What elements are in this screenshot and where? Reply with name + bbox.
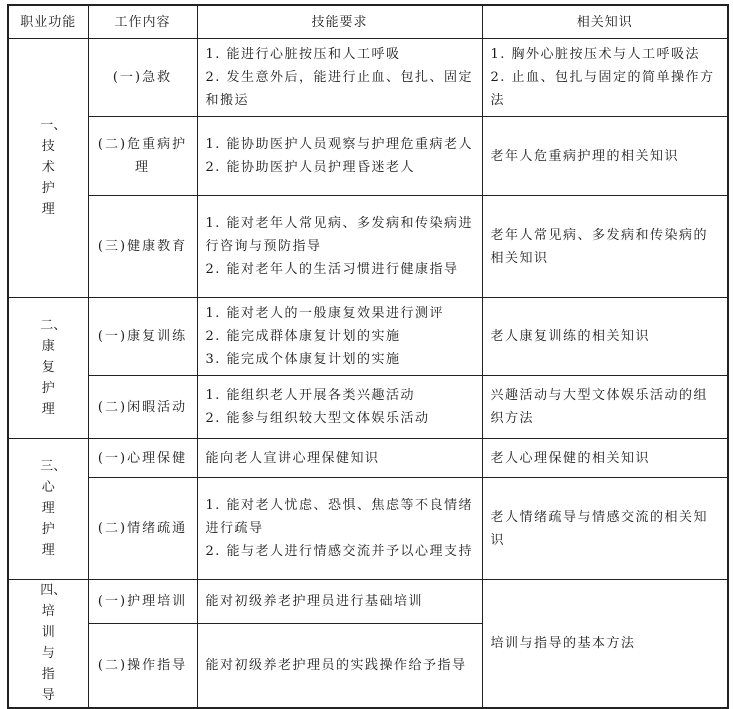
skill-line: 2. 能完成群体康复计划的实施: [205, 329, 401, 344]
function-label: 二、康复护理: [40, 318, 67, 417]
table-row: [8, 298, 728, 376]
skills-cell: [197, 298, 482, 376]
skill-line: 1. 能对老年人常见病、多发病和传染病进行咨询与预防指导: [205, 216, 474, 254]
content-cell: (一)康复训练: [88, 298, 197, 376]
content-cell: (二)操作指导: [88, 623, 197, 708]
skill-line: 能对初级养老护理员的实践操作给予指导: [205, 657, 467, 673]
knowledge-cell: [482, 439, 728, 478]
skills-cell: [197, 376, 482, 439]
knowledge-line: 老人康复训练的相关知识: [490, 329, 651, 344]
skill-line: 2. 能协助医护人员护理昏迷老人: [205, 160, 416, 175]
skill-line: 1. 能协助医护人员观察与护理危重病老人: [205, 137, 474, 152]
function-cell-1: [8, 39, 88, 298]
function-cell-2: [8, 298, 88, 439]
table-row: [8, 117, 728, 196]
skill-line: 能对初级养老护理员进行基础培训: [205, 593, 424, 609]
knowledge-cell: [482, 39, 728, 117]
function-label: 四、培训与指导: [40, 583, 67, 703]
skill-line: 3. 能完成个体康复计划的实施: [205, 352, 401, 367]
skills-cell: [197, 623, 482, 708]
knowledge-cell: [482, 580, 728, 709]
function-cell-3: [8, 439, 88, 580]
skill-line: 1. 能对老人的一般康复效果进行测评: [205, 306, 445, 321]
table-row: [8, 39, 728, 117]
content-cell: (二)情绪疏通: [88, 478, 197, 580]
knowledge-cell: [482, 196, 728, 298]
knowledge-line: 老年人常见病、多发病和传染病的相关知识: [490, 227, 709, 266]
knowledge-line: 1. 胸外心脏按压术与人工呼吸法: [490, 47, 701, 62]
table-row: [8, 478, 728, 580]
skill-line: 2. 发生意外后，能进行止血、包扎、固定和搬运: [205, 70, 474, 108]
content-cell: (一)心理保健: [88, 439, 197, 478]
skill-line: 1. 能进行心脏按压和人工呼吸: [205, 47, 401, 62]
knowledge-cell: [482, 376, 728, 439]
function-label: 三、心理护理: [40, 459, 67, 558]
header-function: 职业功能: [8, 5, 88, 39]
header-content: 工作内容: [88, 5, 197, 39]
knowledge-line: 兴趣活动与大型文体娱乐活动的组织方法: [490, 388, 709, 426]
knowledge-line: 老人情绪疏导与情感交流的相关知识: [490, 509, 709, 548]
table-row: [8, 196, 728, 298]
content-cell: (一)护理培训: [88, 580, 197, 624]
content-cell: (三)健康教育: [88, 196, 197, 298]
skill-line: 能向老人宣讲心理保健知识: [205, 450, 380, 466]
table-row: [8, 376, 728, 439]
skills-cell: [197, 117, 482, 196]
content-cell: (二)危重病护理: [88, 117, 197, 196]
skills-cell: [197, 196, 482, 298]
table-row: [8, 580, 728, 624]
function-cell-4: [8, 580, 88, 709]
skill-line: 2. 能参与组织较大型文体娱乐活动: [205, 411, 430, 426]
knowledge-line: 老人心理保健的相关知识: [490, 450, 651, 466]
skill-line: 2. 能对老年人的生活习惯进行健康指导: [205, 262, 459, 277]
header-knowledge: 相关知识: [482, 5, 728, 39]
skill-line: 1. 能组织老人开展各类兴趣活动: [205, 388, 416, 403]
header-skills: 技能要求: [197, 5, 482, 39]
skills-cell: [197, 478, 482, 580]
knowledge-line: 培训与指导的基本方法: [490, 636, 636, 651]
knowledge-cell: [482, 298, 728, 376]
function-label: 一、技术护理: [40, 118, 67, 217]
header-row: [8, 5, 728, 39]
knowledge-cell: [482, 117, 728, 196]
skills-cell: [197, 39, 482, 117]
skills-cell: [197, 580, 482, 624]
occupation-standard-table: [7, 4, 729, 709]
content-cell: (一)急救: [88, 39, 197, 117]
skill-line: 1. 能对老人忧虑、恐惧、焦虑等不良情绪进行疏导: [205, 498, 474, 536]
skills-cell: [197, 439, 482, 478]
table-row: [8, 439, 728, 478]
knowledge-line: 2. 止血、包扎与固定的简单操作方法: [490, 70, 715, 108]
content-cell: (二)闲暇活动: [88, 376, 197, 439]
knowledge-cell: [482, 478, 728, 580]
skill-line: 2. 能与老人进行情感交流并予以心理支持: [205, 544, 474, 559]
knowledge-line: 老年人危重病护理的相关知识: [490, 148, 680, 164]
